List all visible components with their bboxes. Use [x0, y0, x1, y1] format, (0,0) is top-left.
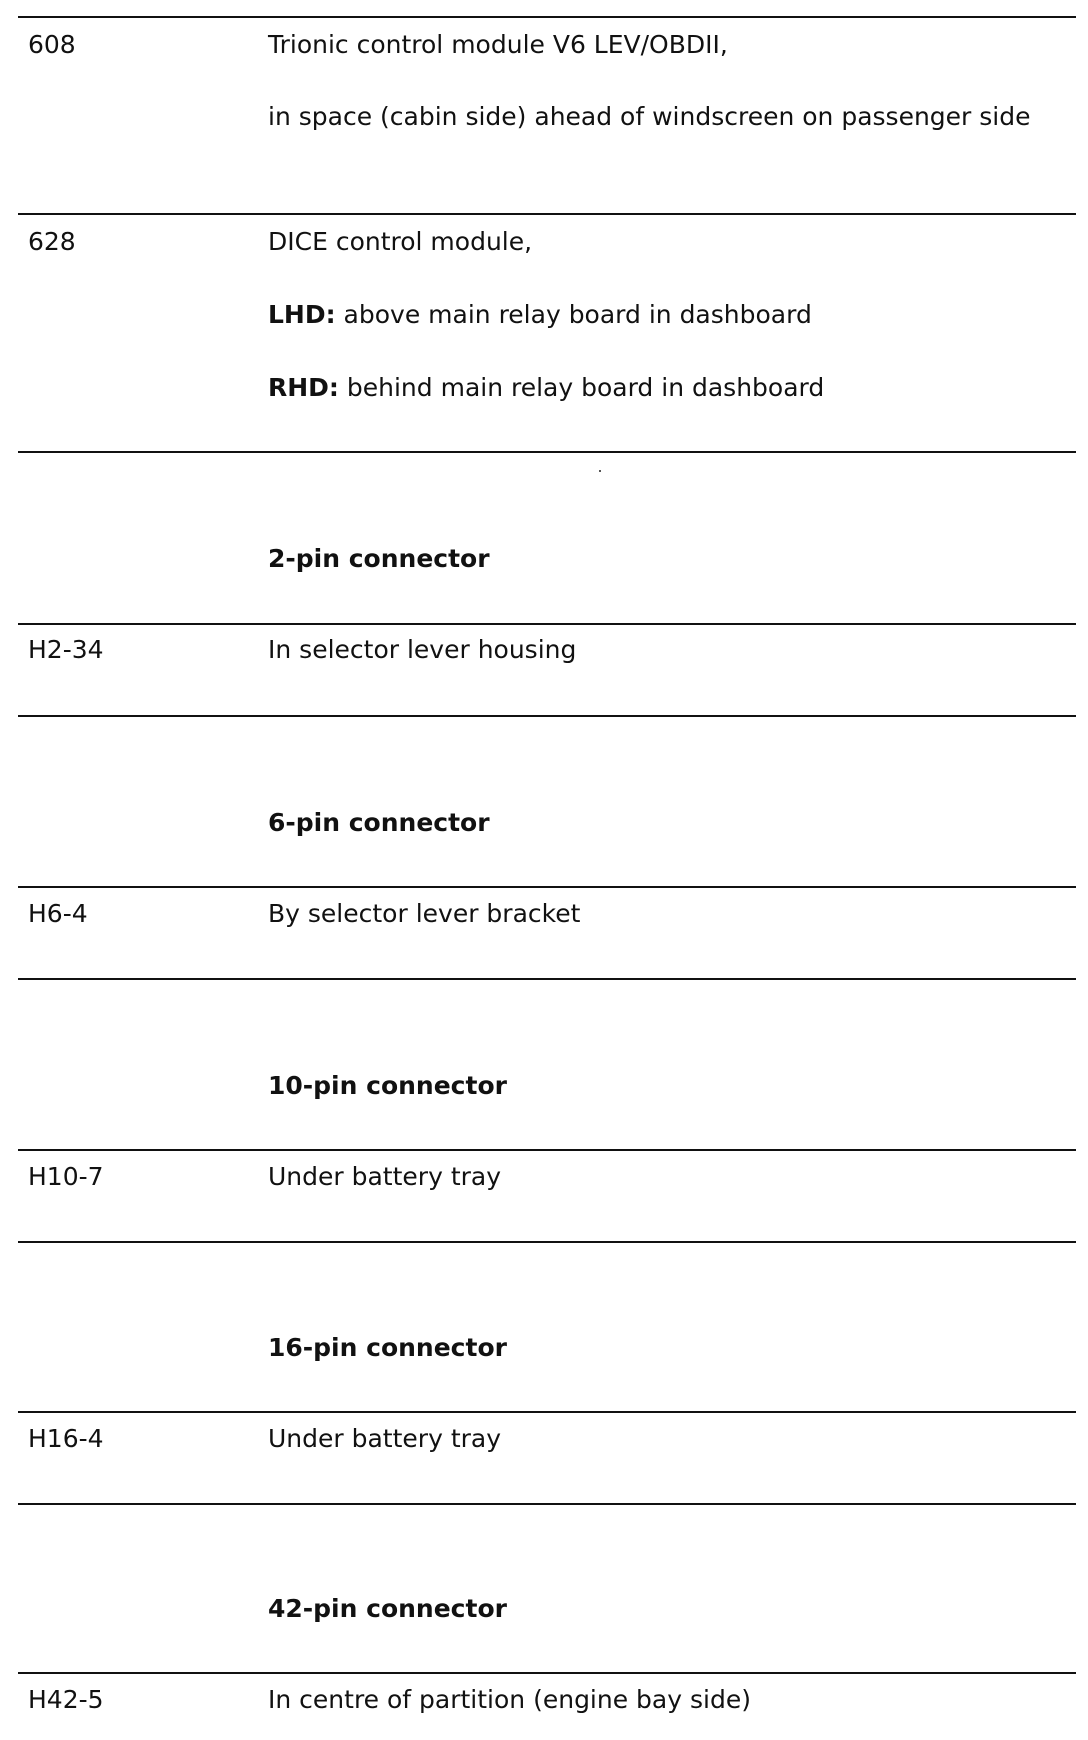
- row-divider: [18, 451, 1076, 453]
- row-divider: [18, 1149, 1076, 1151]
- component-code: 608: [28, 30, 76, 59]
- row-divider: [18, 1411, 1076, 1413]
- section-heading: 10-pin connector: [268, 1071, 507, 1100]
- connector-location: Under battery tray: [268, 1424, 502, 1453]
- rhd-label: RHD:: [268, 373, 339, 402]
- connector-location: By selector lever bracket: [268, 899, 581, 928]
- row-divider: [18, 886, 1076, 888]
- lhd-text: above main relay board in dashboard: [335, 300, 812, 329]
- lhd-label: LHD:: [268, 300, 336, 329]
- connector-location: In selector lever housing: [268, 635, 577, 664]
- row-divider: [18, 1672, 1076, 1674]
- connector-location: In centre of partition (engine bay side): [268, 1685, 751, 1714]
- row-divider: [18, 213, 1076, 215]
- row-divider: [18, 978, 1076, 980]
- component-code: 628: [28, 227, 76, 256]
- row-divider: [18, 16, 1076, 18]
- rhd-location: [268, 371, 824, 405]
- connector-code: H2-34: [28, 635, 104, 664]
- component-description: Trionic control module V6 LEV/OBDII,: [268, 30, 728, 59]
- rhd-text: behind main relay board in dashboard: [338, 373, 825, 402]
- connector-code: H42-5: [28, 1685, 104, 1714]
- row-divider: [18, 1241, 1076, 1243]
- row-divider: [18, 715, 1076, 717]
- row-divider: [18, 1503, 1076, 1505]
- section-heading: 6-pin connector: [268, 808, 490, 837]
- row-divider: [18, 623, 1076, 625]
- section-heading: 2-pin connector: [268, 544, 490, 573]
- section-heading: 16-pin connector: [268, 1333, 507, 1362]
- connector-code: H6-4: [28, 899, 88, 928]
- connector-code: H16-4: [28, 1424, 104, 1453]
- connector-location: Under battery tray: [268, 1162, 502, 1191]
- component-location: in space (cabin side) ahead of windscreen on passenger side: [268, 102, 1031, 131]
- connector-code: H10-7: [28, 1162, 104, 1191]
- lhd-location: [268, 298, 812, 332]
- scan-speck: [599, 470, 601, 472]
- section-heading: 42-pin connector: [268, 1594, 507, 1623]
- component-description: DICE control module,: [268, 227, 533, 256]
